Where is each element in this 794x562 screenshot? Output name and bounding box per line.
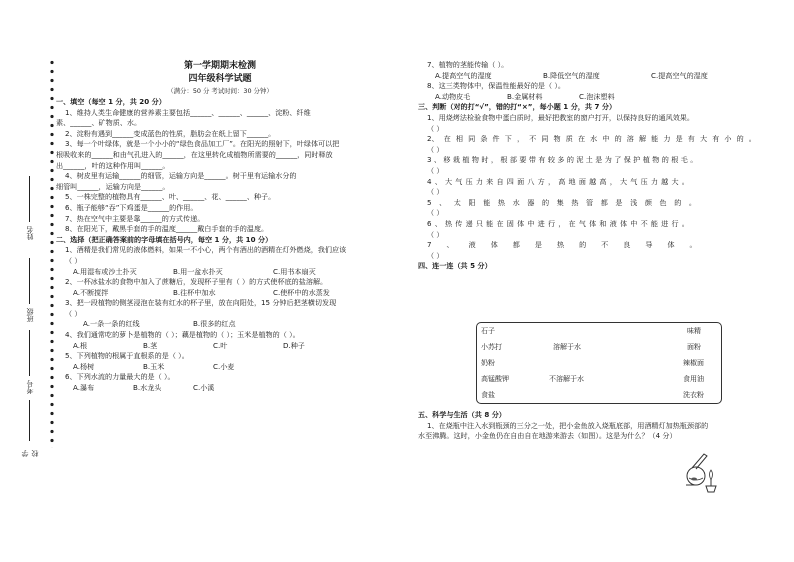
q8: 8、在阳光下，戴黑手套的手的温度______戴白手套的手的温度。 [65,224,269,234]
judge-2 [418,134,756,145]
binding-dots [48,58,56,448]
judge-3: 3、移栽植物时，根部要带有较多的泥土是为了保护植物的根毛。 [427,155,700,165]
choice-1-line-a: 1、酒精是我们常见的液体燃料，如果一不小心，两个有酒出的酒精在灯外燃烧，我们应该 [65,245,347,255]
match-right-item[interactable]: 食用油 [683,375,704,383]
judge-2-char: 的 [736,134,744,144]
section-5-title: 五、科学与生活（共 8 分） [418,410,506,419]
judge-2-char: 力 [663,134,671,144]
option: A.用湿布或沙土扑灭 [73,266,137,276]
match-left-item[interactable]: 高锰酸钾 [481,375,509,383]
margin-id: 考号 [14,330,46,394]
judge-2-char: 件 [492,134,500,144]
judge-2-char: 的 [614,134,622,144]
exam-subtitle: 四年级科学试题 [188,74,252,84]
flask-lamp-illustration [682,448,722,494]
choice-6-options [56,383,384,394]
judge-2-char: 相 [455,134,464,144]
judge-4: 4、大气压力来自四面八方，高地面越高，大气压力越大。 [427,176,693,186]
choice-6: 6、下列水流的力量最大的是（ ）。 [65,372,175,382]
judge-4-bracket: （ ） [427,187,444,197]
q1-line-a: 1、维持人类生命健康的营养素主要包括______、______、______、淀粉、纤维 [65,107,311,117]
judge-2-char: 溶 [626,134,634,144]
match-left-item[interactable]: 石子 [481,327,495,335]
judge-5-bracket: （ ） [427,208,444,218]
choice-5-options [56,362,384,373]
match-right-item[interactable]: 洗衣粉 [683,391,704,399]
option: A.瀑布 [73,383,95,393]
match-middle-item[interactable]: 不溶解于水 [549,375,584,383]
choice-7-options [418,71,756,82]
q1-line-b: 素、______、矿物质、水。 [56,118,142,128]
q7: 7、热在空气中主要是靠______的方式传递。 [65,213,205,223]
option: B.降低空气的湿度 [543,70,600,80]
choice-4: 4、我们通常吃的萝卜是植物的（ ）；藕是植物的（ ）；玉米是植物的（ ）。 [65,330,300,340]
option: C.用书本扇灭 [273,266,316,276]
judge-3-bracket: （ ） [427,165,444,175]
q5: 5、一株完整的植物具有______、叶、______、花、______、种子。 [65,192,276,202]
judge-2-char: 小 [724,134,732,144]
judge-2-char: 有 [712,134,720,144]
section-1-title: 一、填空（每空 1 分，共 20 分） [56,97,166,106]
choice-3-line-a: 3、把一段植物的侧茎浸泡在装有红水的杯子里，放在向阳处，15 分钟后把茎横切发现 [65,298,337,308]
exam-info: （满分：50 分 考试时间：30 分钟） [167,87,273,95]
q3-line-a: 3、每一个叶绿体，就是一个小小的“绿色食品加工厂”。在阳光的照射下，叶绿体可以把 [65,139,340,149]
judge-2-char: 下 [504,134,512,144]
judge-2-char: 物 [553,134,561,144]
q3-line-c: 出______，叶的这种作用叫______。 [56,160,170,170]
choice-2: 2、一杯冰盐水的食物中加入了蔗糖后，发现杯子里有（ ）的方式使杯底的盐溶解。 [65,277,328,287]
option: A.提高空气的湿度 [435,70,492,80]
judge-5: 5、太阳能热水器的集热管都是浅颜色的。 [427,197,704,207]
option: A.杨树 [73,361,95,371]
option: B.往杯中加水 [173,287,216,297]
option: A.动物皮毛 [435,91,471,101]
choice-8-options [418,92,756,103]
option: C.泡沫塑料 [579,91,615,101]
option: B.茎 [143,340,158,350]
choice-7: 7、植物的茎能传输（ ）。 [427,60,509,69]
match-left-item[interactable]: 奶粉 [481,359,495,367]
match-left-item[interactable]: 小苏打 [481,343,502,351]
q6: 6、瓶子能够“吞”下鸡蛋是______的作用。 [65,202,198,212]
choice-2-options [56,288,384,299]
judge-2-char: ， [516,134,525,144]
choice-3-options [56,319,384,330]
choice-3-line-b: （ ） [65,308,82,318]
judge-2-char: 水 [590,134,598,144]
section-4-title: 四、连一连（共 5 分） [418,261,492,271]
judge-2-char: 解 [638,134,647,144]
option: D.种子 [283,340,305,350]
option: B.很多的红点 [193,319,236,329]
judge-2-char: 在 [577,134,586,144]
option: A.根 [73,340,88,350]
judge-7-bracket: （ ） [427,250,444,260]
right-column [418,60,756,272]
judge-7: 7、液体都是热的不良导体。 [427,240,712,250]
choice-5: 5、下列植物的根属于直根系的是（ ）。 [65,351,189,361]
match-middle-item[interactable]: 溶解于水 [553,343,581,351]
option: C.小麦 [213,361,235,371]
match-right-item[interactable]: 面粉 [687,343,701,351]
q2: 2、淀粉有遇到______变成蓝色的性质，脂肪会在纸上留下______。 [65,128,276,138]
section-2-title: 二、选择（把正确答案前的字母填在括号内，每空 1 分，共 10 分） [56,234,273,244]
left-column [56,60,384,394]
option: C.使杯中的水蒸发 [273,287,330,297]
margin-name: 姓名 [14,176,46,240]
judge-2-char: 不 [529,134,537,144]
option: C.小溪 [193,383,215,393]
option: B.金属材料 [507,91,543,101]
q3-line-b: 根吸收来的______和由气孔进入的______，在这里转化成植物所需要的______，同时释放 [56,149,333,159]
choice-4-options [56,341,384,352]
judge-1: 1、用烧烤法检验食物中蛋白质时，最好把教室的窗户打开，以保持良好的通风效果。 [427,112,694,122]
matching-box [476,322,722,404]
choice-8: 8、这三类物体中，保温性能最好的是（ ）。 [427,81,565,91]
q4-line-b: 细管叫______，运输方向是______。 [56,181,170,191]
judge-2-char: 2、 [427,134,439,144]
option: C.叶 [213,340,228,350]
binding-margin [14,58,54,457]
judge-2-char: 是 [675,134,683,144]
judge-2-char: 能 [651,134,659,144]
q4-line-a: 4、树皮里有运输______的细管，运输方向是______。树干里有运输水分的 [65,171,297,181]
option: A.一条一条的红线 [83,319,140,329]
match-right-item[interactable]: 味精 [687,327,701,335]
option: C.提高空气的湿度 [651,70,708,80]
judge-2-bracket: （ ） [427,144,444,154]
section-5 [418,410,756,442]
option: B.水龙头 [133,383,162,393]
option: A.不断搅拌 [73,287,109,297]
judge-2-char: 在 [443,134,451,144]
judge-2-char: 条 [480,134,488,144]
judge-1-bracket: （ ） [427,123,444,133]
option: B.玉米 [143,361,165,371]
match-right-item[interactable]: 辣椒面 [683,359,704,367]
judge-2-char: 大 [699,134,708,144]
judge-6-bracket: （ ） [427,229,444,239]
judge-2-char: 有 [687,134,695,144]
judge-2-char: 中 [602,134,610,144]
exam-title: 第一学期期末检测 [183,61,256,71]
judge-2-char: 。 [748,134,756,144]
judge-2-char: 同 [468,134,476,144]
option: B.用一盆水扑灭 [173,266,223,276]
judge-2-char: 质 [565,134,573,144]
match-left-item[interactable]: 食盐 [481,391,495,399]
margin-class: 班级 [14,258,46,322]
life-q1-line-b: 水至沸腾。这时，小金鱼仍在自由自在地游来游去（如图）。这是为什么？（4 分） [418,431,677,441]
section-3-title: 三、判断（对的打“√”，错的打“×”，每小题 1 分，共 7 分） [418,102,617,112]
choice-1-line-b: （ ） [65,255,82,265]
judge-2-char: 同 [541,134,549,144]
margin-school: 学校 [14,400,46,457]
life-q1-line-a: 1、在烧瓶中注入水到瓶颈的三分之一处，把小金鱼放入烧瓶底部，用酒精灯加热瓶颈部的 [427,420,709,430]
judge-6: 6、热传递只能在固体中进行，在气体和液体中不能进行。 [427,218,693,228]
choice-1-options [56,267,384,278]
